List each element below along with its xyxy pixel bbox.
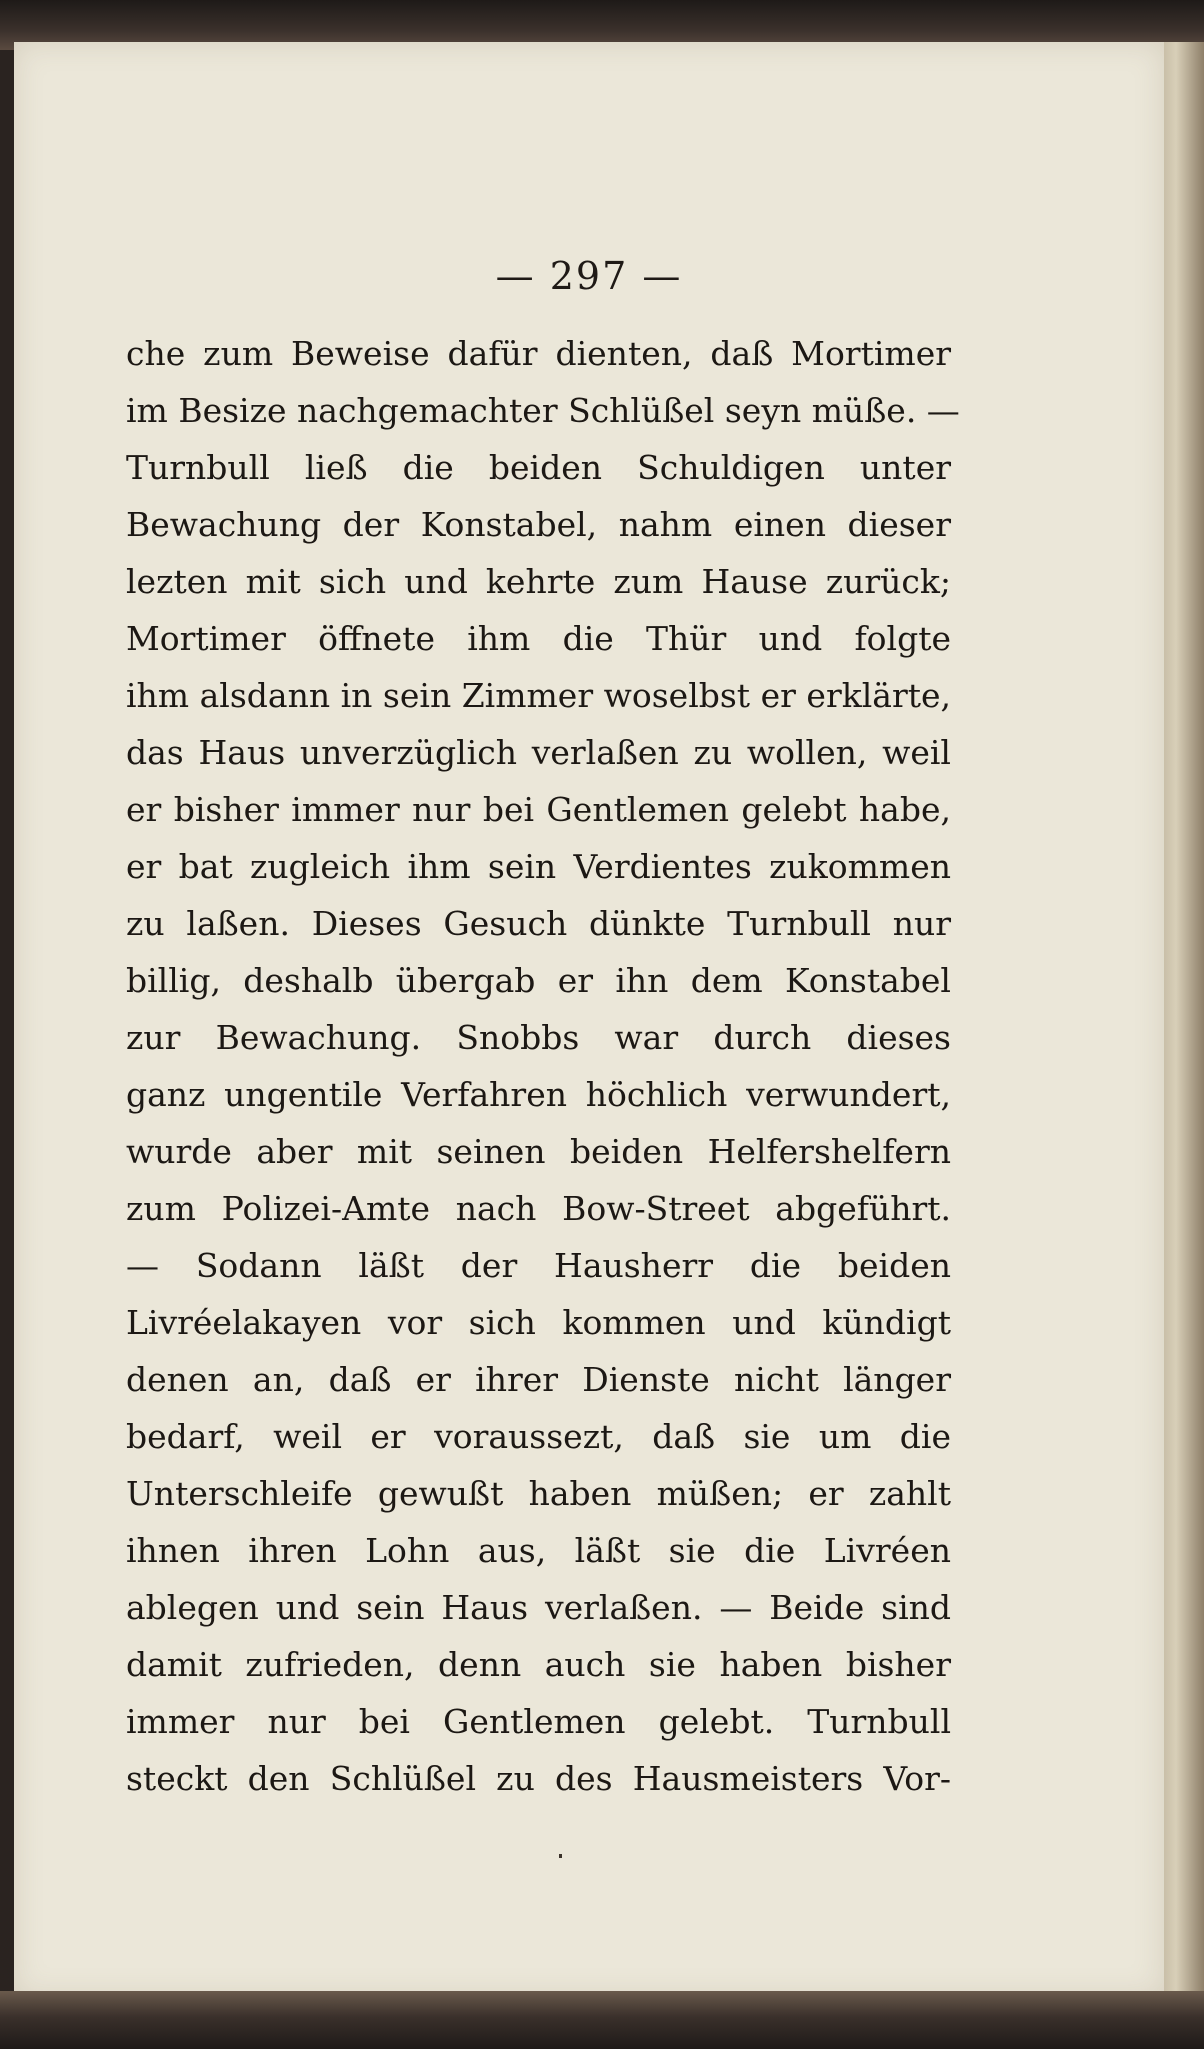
text-line: lezten mit sich und kehrte zum Hause zurück; (126, 562, 951, 601)
text-line: er bat zugleich ihm sein Verdientes zukommen (126, 847, 951, 886)
text-line: er bisher immer nur bei Gentlemen gelebt habe, (126, 790, 951, 829)
book-bottom-edge (0, 1991, 1204, 2049)
book-page (14, 42, 1164, 1997)
text-line: Mortimer öffnete ihm die Thür und folgte (126, 619, 951, 658)
text-line: damit zufrieden, denn auch sie haben bisher (126, 1645, 951, 1684)
text-line: — Sodann läßt der Hausherr die beiden (126, 1246, 951, 1285)
text-line: ihm alsdann in sein Zimmer woselbst er erklärte, (126, 676, 951, 715)
text-line: bedarf, weil er voraussezt, daß sie um die (126, 1417, 951, 1456)
text-line: immer nur bei Gentlemen gelebt. Turnbull (126, 1702, 951, 1741)
text-line: Unterschleife gewußt haben müßen; er zahlt (126, 1474, 951, 1513)
text-line: wurde aber mit seinen beiden Helfershelfern (126, 1132, 951, 1171)
page-gutter-edge (1164, 42, 1204, 1997)
text-line: zum Polizei-Amte nach Bow-Street abgeführt. (126, 1189, 951, 1228)
text-line: denen an, daß er ihrer Dienste nicht länger (126, 1360, 951, 1399)
text-line: che zum Beweise dafür dienten, daß Mortimer (126, 334, 951, 373)
page-body-text (126, 325, 960, 1807)
text-line: zu laßen. Dieses Gesuch dünkte Turnbull nur (126, 904, 951, 943)
text-line: Bewachung der Konstabel, nahm einen dieser (126, 505, 951, 544)
text-line: billig, deshalb übergab er ihn dem Konstabel (126, 961, 951, 1000)
text-line: steckt den Schlüßel zu des Hausmeisters Vor- (126, 1759, 951, 1798)
text-line: im Besize nachgemachter Schlüßel seyn müße. — (126, 391, 960, 430)
ink-speck (559, 1854, 562, 1858)
text-line: ablegen und sein Haus verlaßen. — Beide sind (126, 1588, 951, 1627)
page-number: — 297 — (495, 254, 683, 298)
text-line: zur Bewachung. Snobbs war durch dieses (126, 1018, 951, 1057)
text-line: ihnen ihren Lohn aus, läßt sie die Livréen (126, 1531, 951, 1570)
text-line: ganz ungentile Verfahren höchlich verwundert, (126, 1075, 951, 1114)
text-line: das Haus unverzüglich verlaßen zu wollen, weil (126, 733, 951, 772)
text-line: Turnbull ließ die beiden Schuldigen unter (126, 448, 951, 487)
text-line: Livréelakayen vor sich kommen und kündigt (126, 1303, 951, 1342)
